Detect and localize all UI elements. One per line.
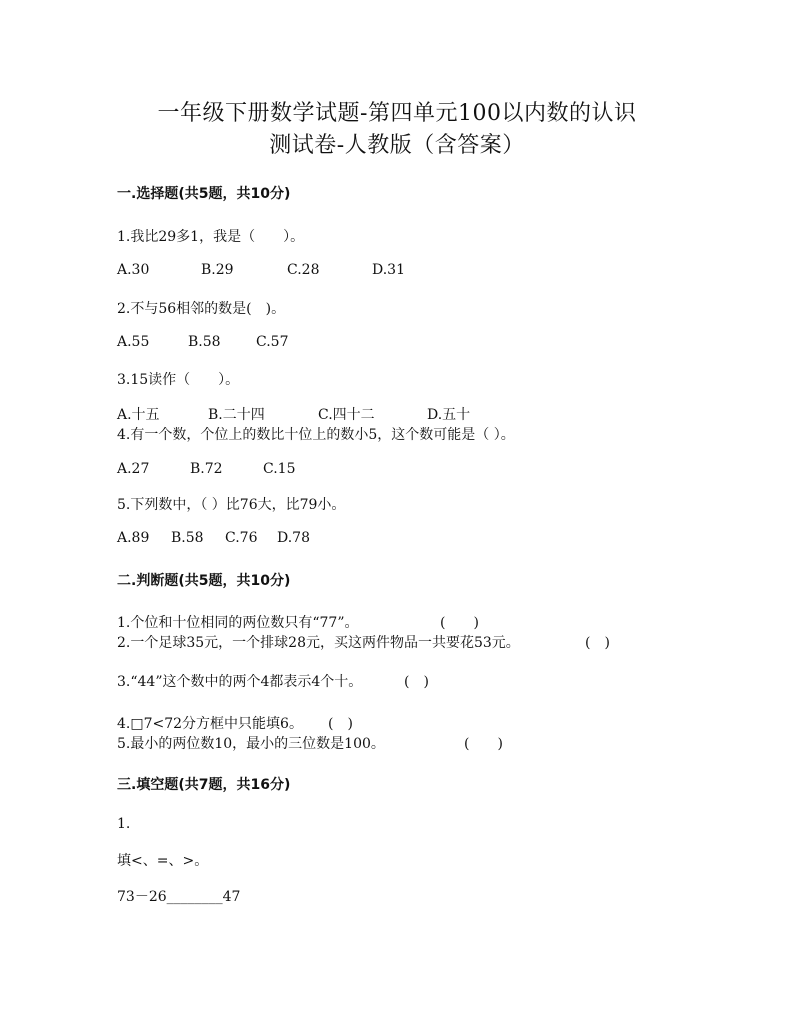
option-a: A.十五 <box>117 407 160 423</box>
option-a: A.89 <box>117 530 150 546</box>
option-b: B.58 <box>171 530 204 546</box>
answer-blank-3: ( ) <box>404 674 429 690</box>
option-b: B.72 <box>190 461 223 477</box>
option-d: D.五十 <box>427 407 471 423</box>
option-c: C.76 <box>225 530 258 546</box>
judgement-question-2: 2.一个足球35元，一个排球28元，买这两件物品一共要花53元。 <box>117 635 520 651</box>
fill-question-1-number: 1. <box>117 816 131 832</box>
option-c: C.57 <box>256 334 289 350</box>
judgement-question-4: 4.□7<72分方框中只能填6。 <box>117 716 303 732</box>
answer-blank-1: ( ) <box>440 615 479 631</box>
answer-blank-5: ( ) <box>464 736 503 752</box>
fill-question-1-instruction: 填<、=、>。 <box>117 853 209 869</box>
option-b: B.29 <box>201 262 234 278</box>
judgement-question-5: 5.最小的两位数10，最小的三位数是100。 <box>117 736 385 752</box>
section-heading-choice: 一.选择题(共5题，共10分) <box>117 186 291 202</box>
choice-question-2: 2.不与56相邻的数是( )。 <box>117 301 286 317</box>
choice-question-1: 1.我比29多1，我是（ ）。 <box>117 229 305 245</box>
answer-blank-4: ( ) <box>328 716 353 732</box>
option-d: D.31 <box>372 262 405 278</box>
option-a: A.27 <box>117 461 150 477</box>
option-d: D.78 <box>277 530 310 546</box>
document-title-line2: 测试卷-人教版（含答案） <box>269 133 525 158</box>
answer-blank-2: ( ) <box>585 635 610 651</box>
option-a: A.30 <box>117 262 150 278</box>
option-c: C.四十二 <box>318 407 375 423</box>
section-heading-fill-in: 三.填空题(共7题，共16分) <box>117 777 291 793</box>
section-heading-judgement: 二.判断题(共5题，共10分) <box>117 573 291 589</box>
document-title-line1: 一年级下册数学试题-第四单元100以内数的认识 <box>157 101 637 126</box>
judgement-question-1: 1.个位和十位相同的两位数只有“77”。 <box>117 615 359 631</box>
option-c: C.28 <box>287 262 320 278</box>
option-b: B.二十四 <box>208 407 265 423</box>
option-b: B.58 <box>188 334 221 350</box>
choice-question-4: 4.有一个数，个位上的数比十位上的数小5，这个数可能是（ ）。 <box>117 427 515 443</box>
choice-question-5: 5.下列数中，（ ）比76大，比79小。 <box>117 497 346 513</box>
judgement-question-3: 3.“44”这个数中的两个4都表示4个十。 <box>117 674 363 690</box>
option-c: C.15 <box>263 461 296 477</box>
choice-question-3: 3.15读作（ ）。 <box>117 372 240 388</box>
option-a: A.55 <box>117 334 150 350</box>
fill-question-1-expression: 73－26________47 <box>117 889 241 905</box>
